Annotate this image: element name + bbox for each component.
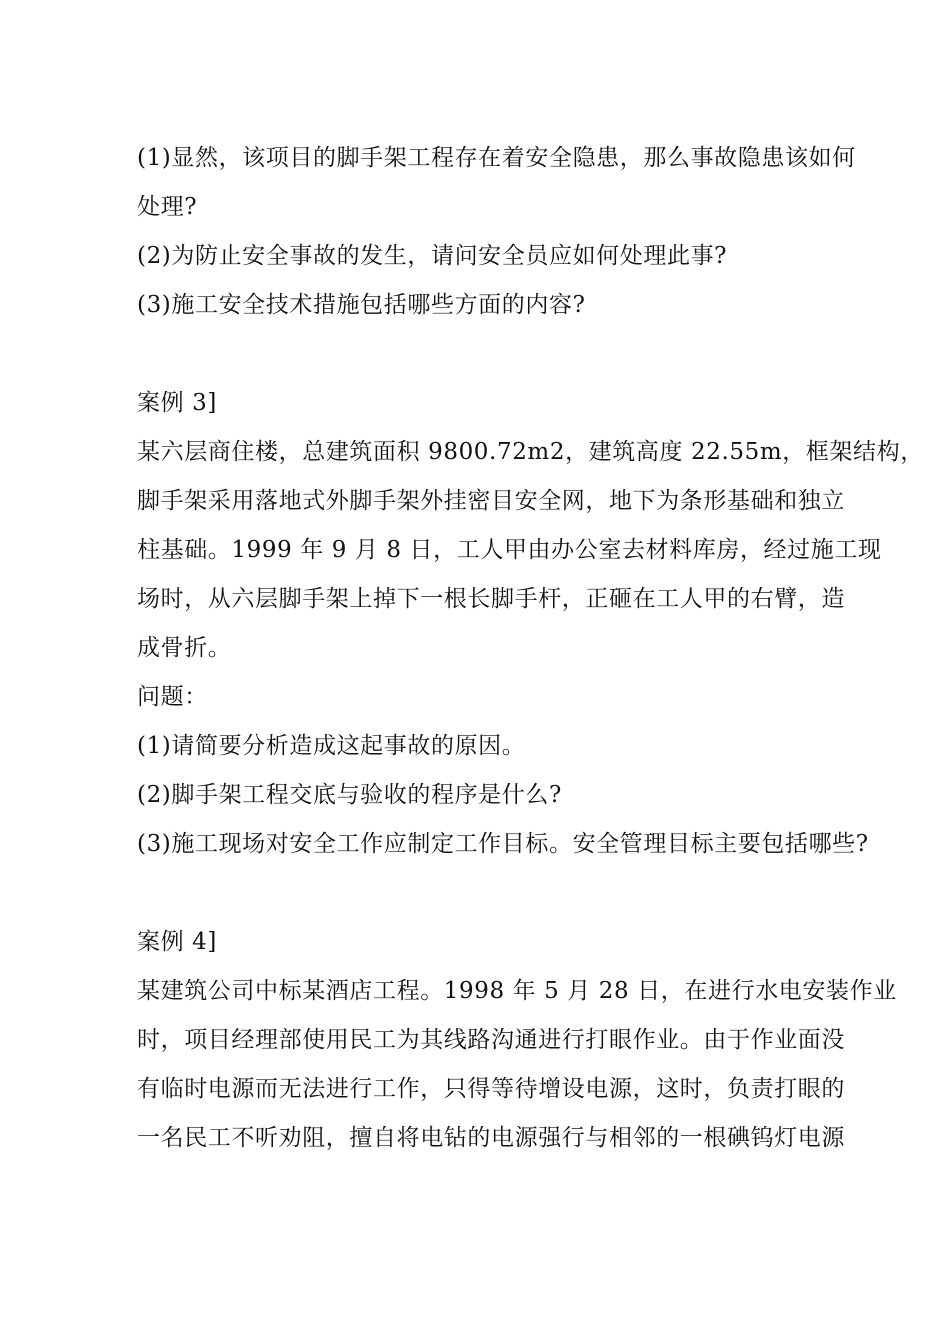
document-page [137,134,924,1163]
text-line: 处理? [137,194,198,220]
questions-block [137,134,856,330]
case-4-section [137,918,897,1163]
questions-label: 问题： [137,684,208,710]
text-line: 时，项目经理部使用民工为其线路沟通进行打眼作业。由于作业面没 [137,1027,845,1053]
text-line: 某建筑公司中标某酒店工程。1998 年 5 月 28 日，在进行水电安装作业 [137,978,897,1004]
text-line: (3)施工安全技术措施包括哪些方面的内容? [137,292,586,318]
case-3-heading: 案例 3] [137,390,217,416]
text-line: 脚手架采用落地式外脚手架外挂密目安全网，地下为条形基础和独立 [137,488,845,514]
text-line: (2)为防止安全事故的发生，请问安全员应如何处理此事? [137,243,728,269]
text-line: 有临时电源而无法进行工作，只得等待增设电源，这时，负责打眼的 [137,1076,845,1102]
question-item: (2)脚手架工程交底与验收的程序是什么? [137,782,562,808]
text-line: (1)显然，该项目的脚手架工程存在着安全隐患，那么事故隐患该如何 [137,145,856,171]
case-3-section [137,379,924,869]
question-item: (1)请简要分析造成这起事故的原因。 [137,733,526,759]
text-line: 柱基础。1999 年 9 月 8 日，工人甲由办公室去材料库房，经过施工现 [137,537,882,563]
text-line: 一名民工不听劝阻，擅自将电钻的电源强行与相邻的一根碘钨灯电源 [137,1125,845,1151]
question-item: (3)施工现场对安全工作应制定工作目标。安全管理目标主要包括哪些? [137,831,869,857]
section-gap [137,869,827,918]
text-line: 某六层商住楼，总建筑面积 9800.72m2，建筑高度 22.55m，框架结构， [137,439,924,465]
case-4-heading: 案例 4] [137,929,217,955]
section-gap [137,330,827,379]
text-line: 成骨折。 [137,635,232,661]
text-line: 场时，从六层脚手架上掉下一根长脚手杆，正砸在工人甲的右臂，造 [137,586,845,612]
